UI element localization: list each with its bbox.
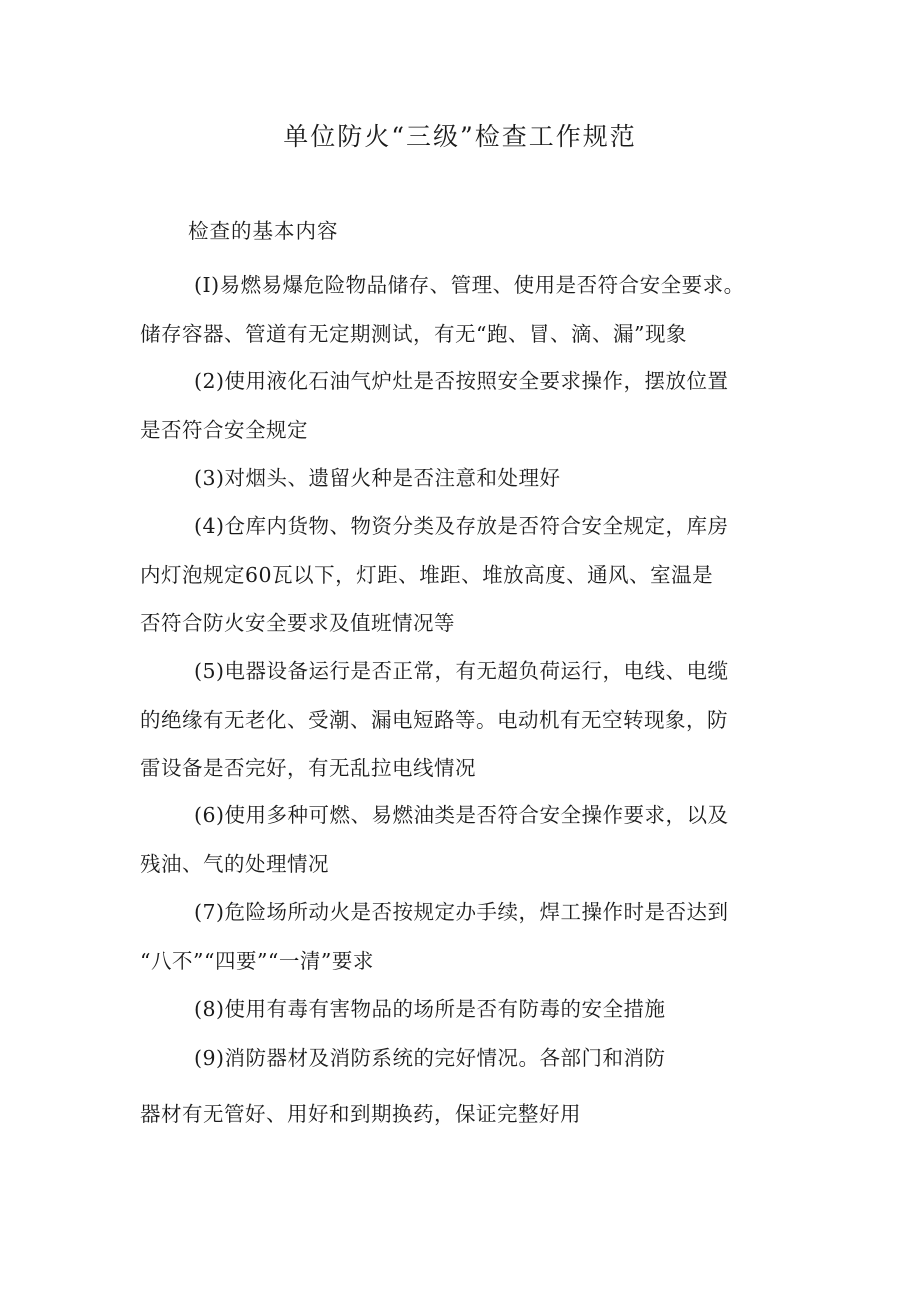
item-7-line-2: “八不”“四要”“一清”要求 xyxy=(140,948,374,973)
item-4 xyxy=(140,502,788,648)
item-8 xyxy=(140,985,788,1034)
item-8-line-1: (8)使用有毒有害物品的场所是否有防毒的安全措施 xyxy=(194,997,666,1021)
item-5-line-1: (5)电器设备运行是否正常，有无超负荷运行，电线、电缆 xyxy=(194,659,729,683)
section-heading: 检查的基本内容 xyxy=(188,219,339,243)
item-9 xyxy=(140,1033,788,1145)
item-3 xyxy=(140,454,788,503)
item-5-line-2: 的绝缘有无老化、受潮、漏电短路等。电动机有无空转现象，防 xyxy=(140,707,728,732)
item-2-line-2: 是否符合安全规定 xyxy=(140,417,308,442)
item-7 xyxy=(140,888,788,985)
item-7-line-1: (7)危险场所动火是否按规定办手续，焊工操作时是否达到 xyxy=(194,900,729,924)
document-title: 单位防火“三级”检查工作规范 xyxy=(283,122,637,151)
item-2 xyxy=(140,357,788,454)
item-9-line-2: 器材有无管好、用好和到期换药，保证完整好用 xyxy=(140,1102,581,1126)
item-1-line-2: 储存容器、管道有无定期测试，有无“跑、冒、滴、漏”现象 xyxy=(140,321,687,346)
item-1 xyxy=(140,261,788,358)
item-5-line-3: 雷设备是否完好，有无乱拉电线情况 xyxy=(140,756,476,780)
item-4-line-3: 否符合防火安全要求及值班情况等 xyxy=(140,611,455,635)
item-2-line-1: (2)使用液化石油气炉灶是否按照安全要求操作，摆放位置 xyxy=(194,369,729,393)
item-4-line-2: 内灯泡规定60瓦以下，灯距、堆距、堆放高度、通风、室温是 xyxy=(140,562,714,587)
item-4-line-1: (4)仓库内货物、物资分类及存放是否符合安全规定，库房 xyxy=(194,514,729,538)
item-6-line-1: (6)使用多种可燃、易燃油类是否符合安全操作要求，以及 xyxy=(194,803,729,827)
item-5 xyxy=(140,647,788,793)
item-6 xyxy=(140,791,788,888)
item-3-line-1: (3)对烟头、遗留火种是否注意和处理好 xyxy=(194,466,561,490)
item-6-line-2: 残油、气的处理情况 xyxy=(140,851,329,876)
item-1-line-1: (I)易燃易爆危险物品储存、管理、使用是否符合安全要求。 xyxy=(194,273,745,297)
item-9-line-1: (9)消防器材及消防系统的完好情况。各部门和消防 xyxy=(194,1046,666,1070)
